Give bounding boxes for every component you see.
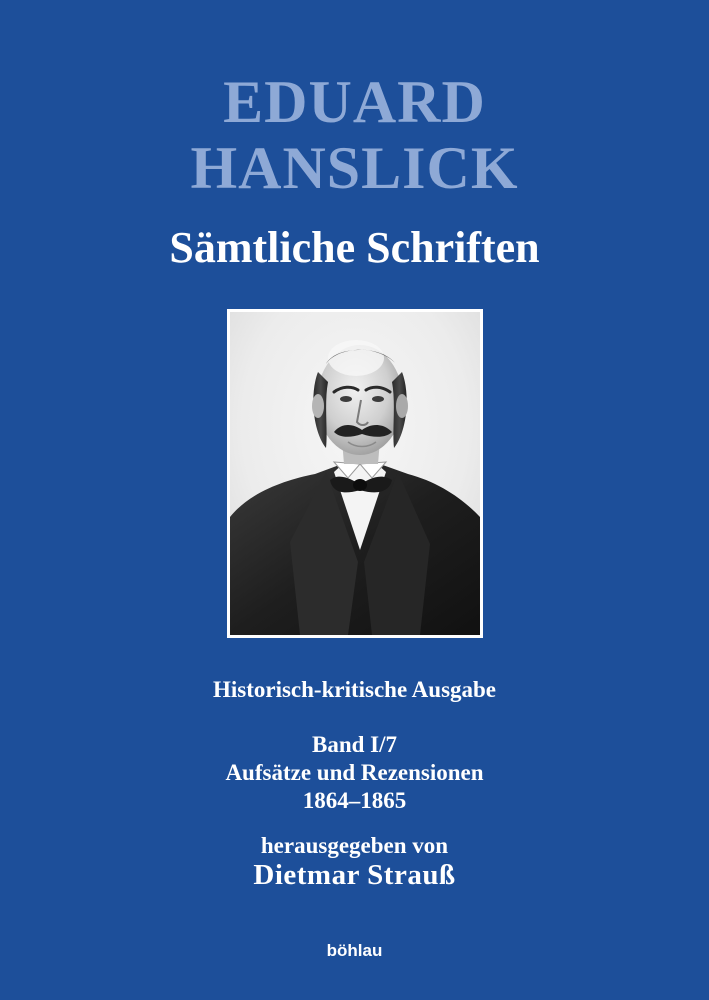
edition-label: Historisch-kritische Ausgabe bbox=[212, 677, 497, 702]
volume-number: Band I/7 bbox=[311, 732, 397, 757]
author-first-name: EDUARD bbox=[223, 69, 486, 135]
publisher-name: böhlau bbox=[326, 941, 383, 960]
portrait-frame bbox=[227, 309, 483, 638]
volume-subtitle: Aufsätze und Rezensionen bbox=[225, 760, 484, 785]
editor-label: herausgegeben von bbox=[260, 833, 449, 858]
editor-name: Dietmar Strauß bbox=[253, 859, 456, 891]
series-title: Sämtliche Schriften bbox=[169, 223, 540, 272]
author-last-name: HANSLICK bbox=[190, 135, 519, 201]
portrait-photo bbox=[230, 312, 480, 635]
volume-years: 1864–1865 bbox=[302, 788, 407, 813]
